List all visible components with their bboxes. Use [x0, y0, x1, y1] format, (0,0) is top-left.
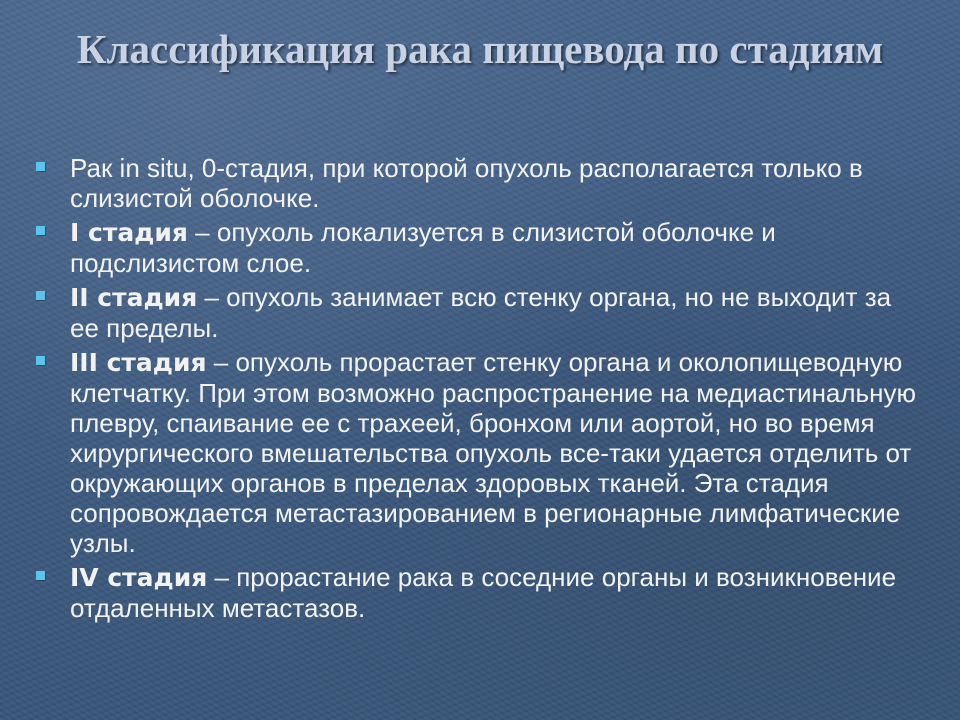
square-bullet-icon: [36, 291, 45, 300]
list-item: [36, 562, 924, 623]
square-bullet-icon: [36, 356, 45, 365]
item-text: – опухоль локализуется в слизистой оболочке и подслизистом слое.: [70, 217, 776, 278]
stage-term: I стадия: [70, 218, 188, 247]
square-bullet-icon: [36, 162, 45, 171]
square-bullet-icon: [36, 571, 45, 580]
list-item: [36, 282, 924, 343]
item-text: – опухоль занимает всю стенку органа, но не выходит за ее пределы.: [70, 282, 892, 343]
item-text: – опухоль прорастает стенку органа и околопищеводную клетчатку. При этом возможно распространение на медиастинальную плевру, спаивание ее с трахеей, бронхом или аортой, но во время хирургического вмешательства опухоль все-таки удается отделить от окружающих органов в пределах здоровых тканей. Эта стадия сопровождается метастазированием в регионарные лимфатические узлы.: [70, 347, 916, 558]
item-text: Рак in situ, 0-стадия, при которой опухоль располагается только в слизистой оболочке.: [70, 153, 863, 213]
stage-term: III стадия: [70, 348, 207, 377]
list-item: [36, 347, 924, 558]
item-text: – прорастание рака в соседние органы и возникновение отдаленных метастазов.: [70, 562, 897, 623]
stage-term: II стадия: [70, 283, 198, 312]
slide-title: Классификация рака пищевода по стадиям: [76, 26, 884, 72]
list-item: [36, 217, 924, 278]
stage-term: IV стадия: [70, 563, 208, 592]
square-bullet-icon: [36, 226, 45, 235]
list-item: [36, 153, 924, 213]
bullet-list: [36, 153, 924, 627]
